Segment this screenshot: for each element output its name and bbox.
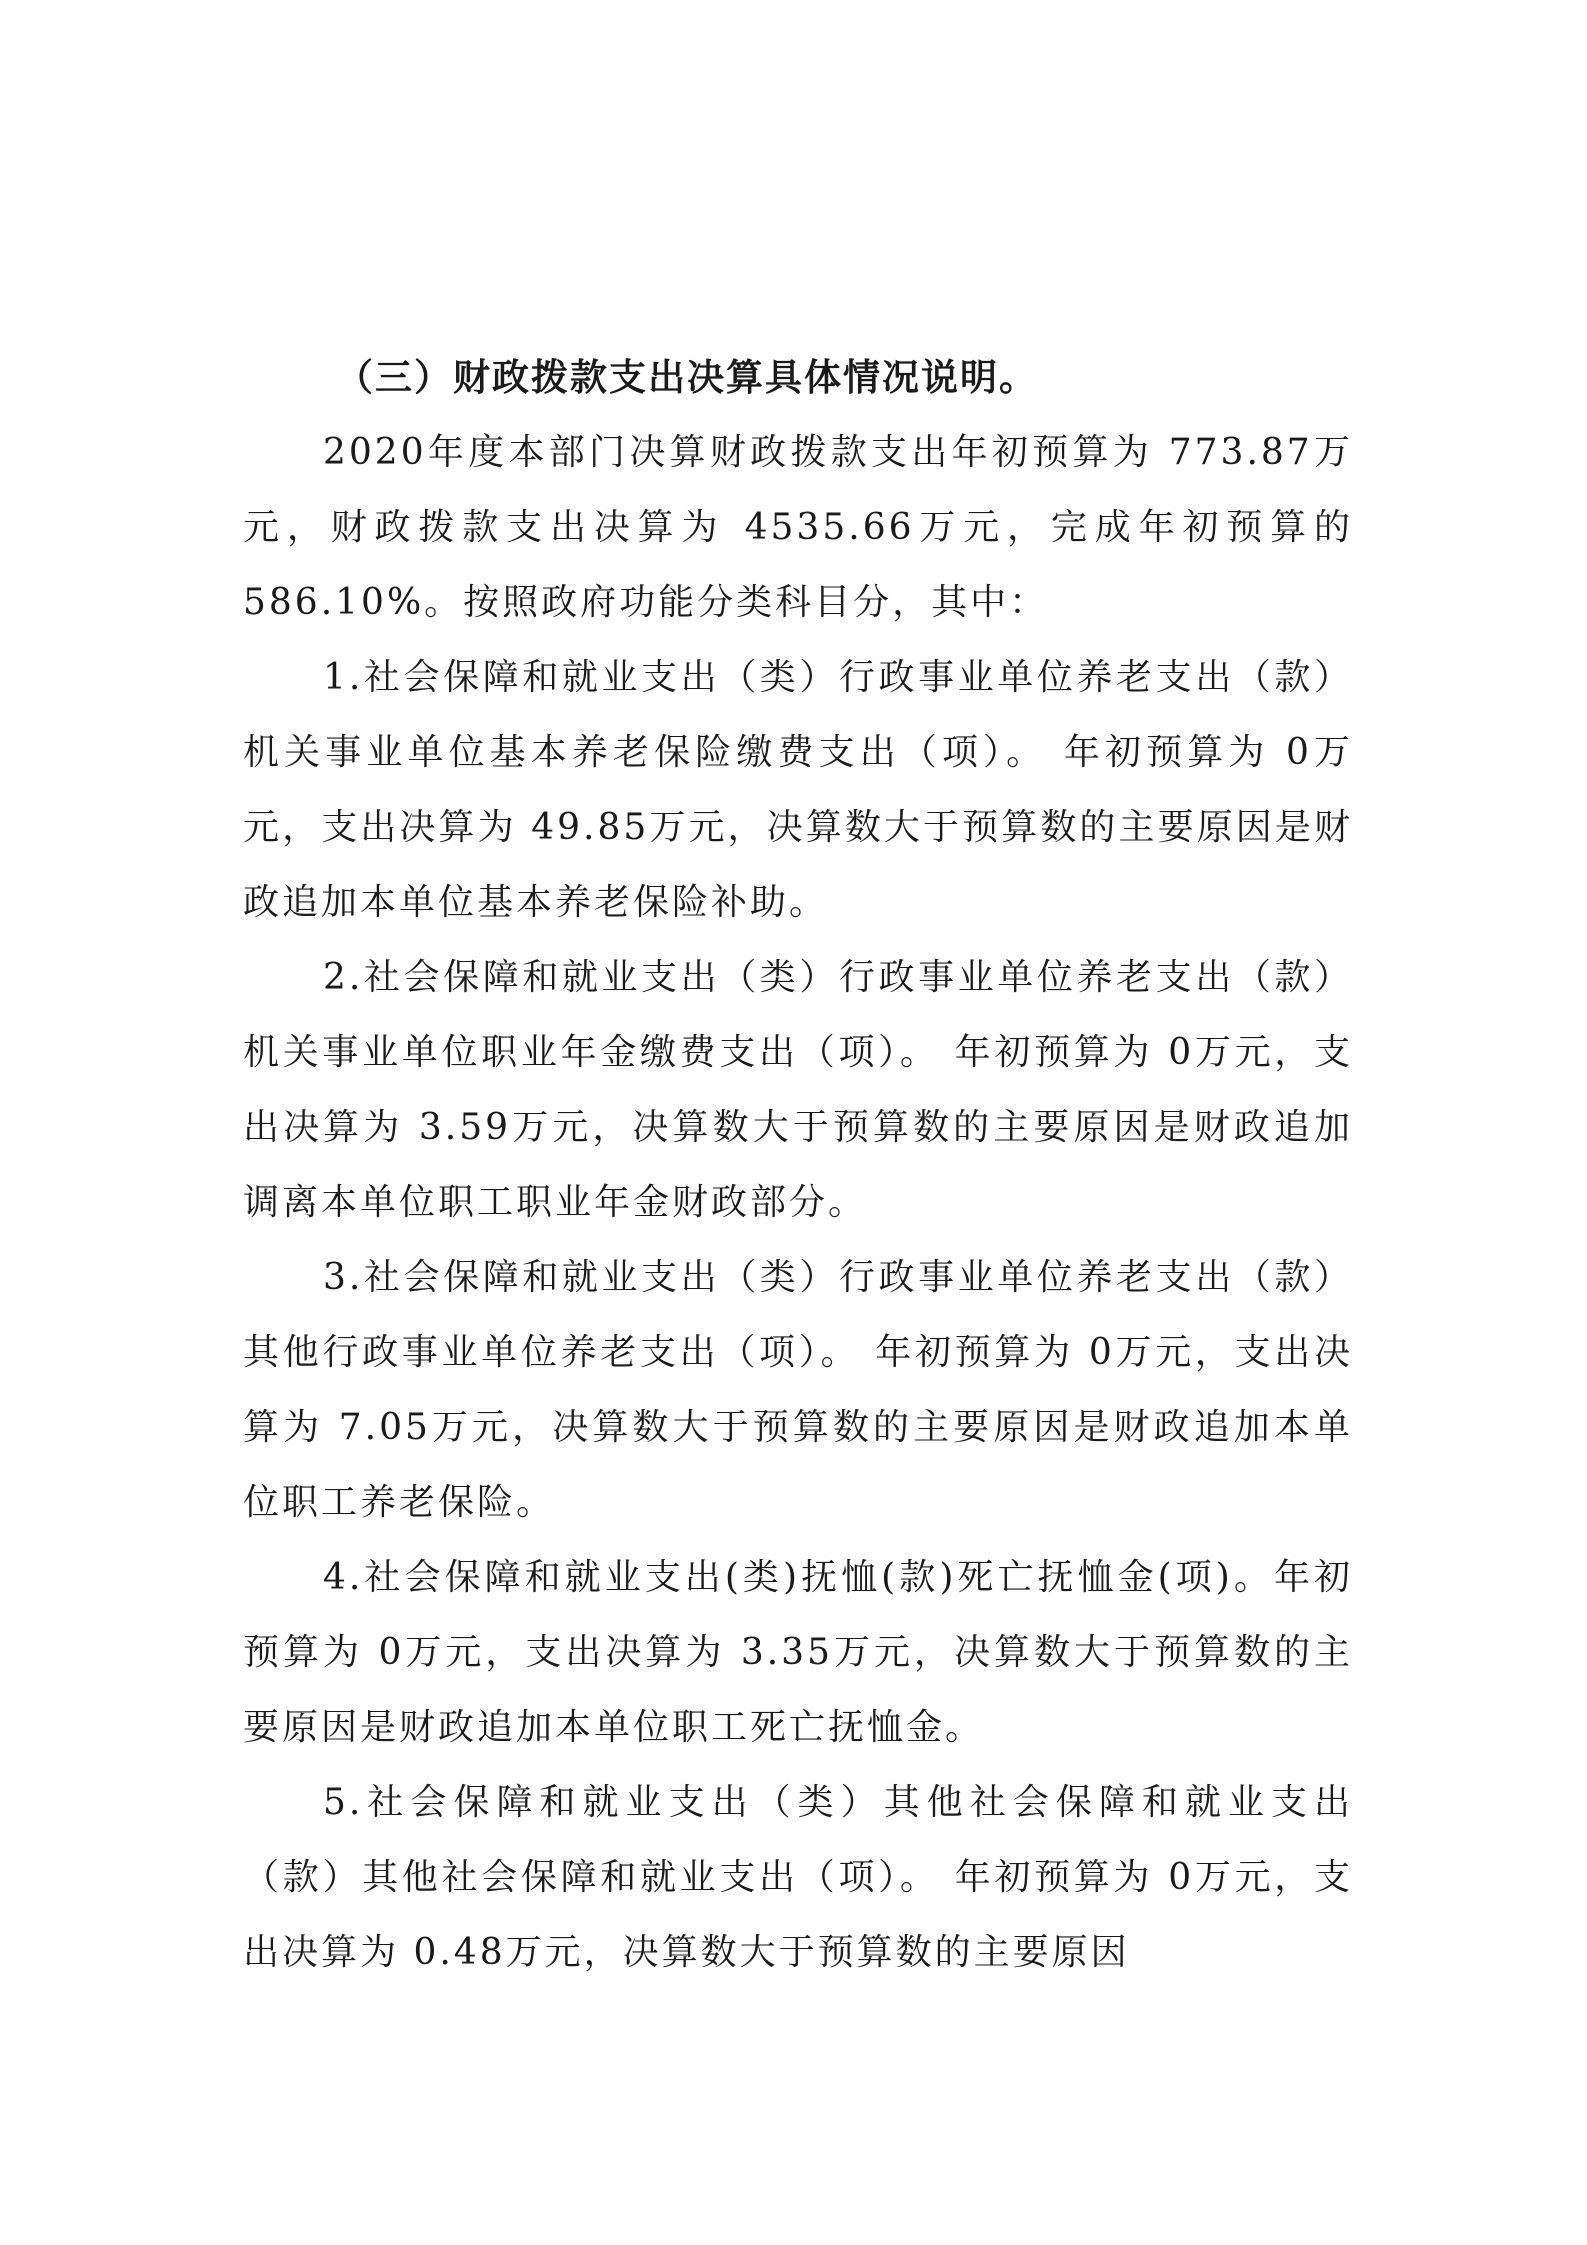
section-heading: （三）财政拨款支出决算具体情况说明。 bbox=[336, 356, 1038, 399]
document-body bbox=[243, 340, 1353, 1990]
paragraph-item-4: 4.社会保障和就业支出(类)抚恤(款)死亡抚恤金(项)。年初预算为 0万元，支出决算为 3.35万元，决算数大于预算数的主要原因是财政追加本单位职工死亡抚恤金。 bbox=[243, 1557, 1353, 1748]
paragraph-item-2: 2.社会保障和就业支出（类）行政事业单位养老支出（款）机关事业单位职业年金缴费支出（项）。 年初预算为 0万元，支出决算为 3.59万元，决算数大于预算数的主要原因是财政追加调离本单位职工职业年金财政部分。 bbox=[243, 957, 1353, 1223]
paragraph-item-3: 3.社会保障和就业支出（类）行政事业单位养老支出（款）其他行政事业单位养老支出（项）。 年初预算为 0万元，支出决算为 7.05万元，决算数大于预算数的主要原因是财政追加本单位职工养老保险。 bbox=[243, 1257, 1353, 1523]
paragraph-item-1: 1.社会保障和就业支出（类）行政事业单位养老支出（款）机关事业单位基本养老保险缴费支出（项）。 年初预算为 0万元，支出决算为 49.85万元，决算数大于预算数的主要原因是财政追加本单位基本养老保险补助。 bbox=[243, 657, 1353, 923]
paragraph-item-5: 5.社会保障和就业支出（类）其他社会保障和就业支出（款）其他社会保障和就业支出（项）。 年初预算为 0万元，支出决算为 0.48万元，决算数大于预算数的主要原因 bbox=[243, 1782, 1353, 1973]
paragraph-summary: 2020年度本部门决算财政拨款支出年初预算为 773.87万元，财政拨款支出决算为 4535.66万元，完成年初预算的586.10%。按照政府功能分类科目分，其中： bbox=[243, 432, 1353, 623]
